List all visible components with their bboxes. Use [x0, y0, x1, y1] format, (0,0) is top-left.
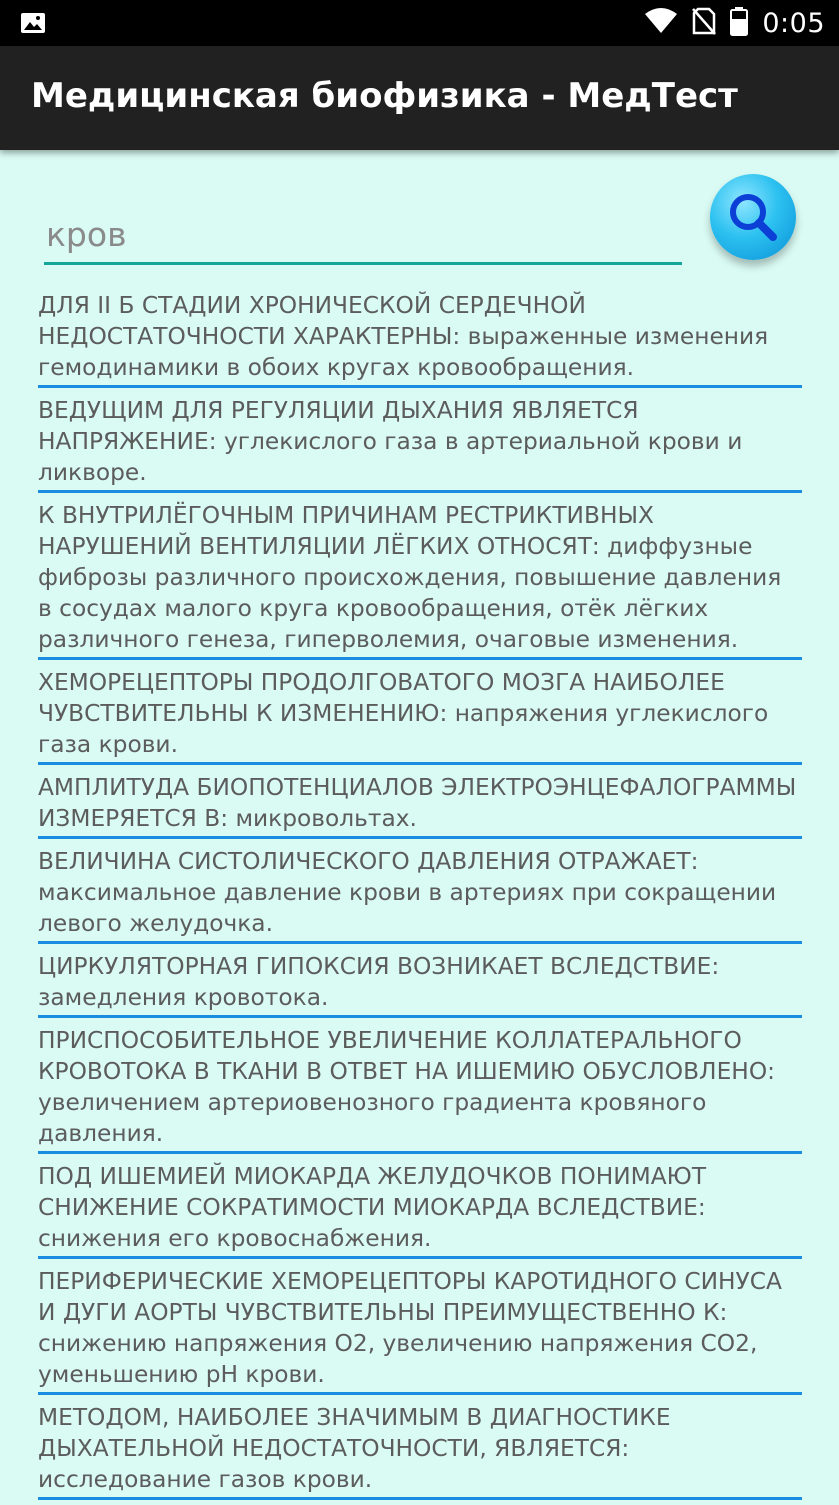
list-item[interactable]	[38, 1159, 802, 1259]
list-item[interactable]	[38, 844, 802, 944]
list-item-text: ЦИРКУЛЯТОРНАЯ ГИПОКСИЯ ВОЗНИКАЕТ ВСЛЕДСТВИЕ: замедления кровотока.	[38, 953, 720, 1011]
list-item-text: ХЕМОРЕЦЕПТОРЫ ПРОДОЛГОВАТОГО МОЗГА НАИБОЛЕЕ ЧУВСТВИТЕЛЬНЫ К ИЗМЕНЕНИЮ: напряжения углекислого газа крови.	[38, 669, 769, 758]
no-sim-icon	[692, 7, 716, 39]
list-item-text: ВЕЛИЧИНА СИСТОЛИЧЕСКОГО ДАВЛЕНИЯ ОТРАЖАЕТ: максимальное давление крови в артериях при сокращении левого желудочка.	[38, 848, 777, 937]
search-input[interactable]	[44, 210, 682, 265]
results-list	[38, 288, 802, 1505]
list-item[interactable]	[38, 665, 802, 765]
list-item[interactable]	[38, 498, 802, 660]
list-item[interactable]	[38, 1023, 802, 1154]
list-item[interactable]	[38, 949, 802, 1018]
list-item-text: ПРИСПОСОБИТЕЛЬНОЕ УВЕЛИЧЕНИЕ КОЛЛАТЕРАЛЬНОГО КРОВОТОКА В ТКАНИ В ОТВЕТ НА ИШЕМИЮ ОБУСЛОВЛЕНО: увеличением артериовенозного градиента кровяного давления.	[38, 1027, 776, 1147]
search-icon	[724, 188, 782, 246]
image-icon	[20, 12, 46, 34]
list-item-text: АМПЛИТУДА БИОПОТЕНЦИАЛОВ ЭЛЕКТРОЭНЦЕФАЛОГРАММЫ ИЗМЕРЯЕТСЯ В: микровольтах.	[38, 774, 797, 832]
list-item-text: К ВНУТРИЛЁГОЧНЫМ ПРИЧИНАМ РЕСТРИКТИВНЫХ НАРУШЕНИЙ ВЕНТИЛЯЦИИ ЛЁГКИХ ОТНОСЯТ: диффузные фиброзы различного происхождения, повышение давления в сосудах малого круга кровообращения, отёк лёгких различного генеза, гиперволемия, очаговые изменения.	[38, 502, 782, 653]
app-title: Медицинская биофизика - МедТест	[31, 76, 738, 116]
list-item[interactable]	[38, 1264, 802, 1395]
status-bar	[0, 0, 839, 46]
list-item[interactable]	[38, 393, 802, 493]
list-item[interactable]	[38, 1400, 802, 1500]
search-button[interactable]	[710, 174, 796, 260]
status-time: 0:05	[762, 7, 825, 39]
list-item-text: ПЕРИФЕРИЧЕСКИЕ ХЕМОРЕЦЕПТОРЫ КАРОТИДНОГО СИНУСА И ДУГИ АОРТЫ ЧУВСТВИТЕЛЬНЫ ПРЕИМУЩЕСТВЕННО К: снижению напряжения О2, увеличению напряжения СО2, уменьшению pH крови.	[38, 1268, 782, 1388]
list-item-text: ДЛЯ II Б СТАДИИ ХРОНИЧЕСКОЙ СЕРДЕЧНОЙ НЕДОСТАТОЧНОСТИ ХАРАКТЕРНЫ: выраженные изменения гемодинамики в обоих кругах кровообращения.	[38, 292, 769, 381]
battery-icon	[730, 6, 748, 40]
list-item-text: МЕТОДОМ, НАИБОЛЕЕ ЗНАЧИМЫМ В ДИАГНОСТИКЕ ДЫХАТЕЛЬНОЙ НЕДОСТАТОЧНОСТИ, ЯВЛЯЕТСЯ: исследование газов крови.	[38, 1404, 671, 1493]
list-item[interactable]	[38, 770, 802, 839]
list-item-text: ПОД ИШЕМИЕЙ МИОКАРДА ЖЕЛУДОЧКОВ ПОНИМАЮТ СНИЖЕНИЕ СОКРАТИМОСТИ МИОКАРДА ВСЛЕДСТВИЕ: снижения его кровоснабжения.	[38, 1163, 707, 1252]
list-item-text: ВЕДУЩИМ ДЛЯ РЕГУЛЯЦИИ ДЫХАНИЯ ЯВЛЯЕТСЯ НАПРЯЖЕНИЕ: углекислого газа в артериальной крови и ликворе.	[38, 397, 743, 486]
search-row	[0, 150, 839, 285]
wifi-icon	[644, 8, 678, 38]
app-bar	[0, 46, 839, 150]
list-item[interactable]	[38, 288, 802, 388]
status-icons	[644, 0, 825, 46]
